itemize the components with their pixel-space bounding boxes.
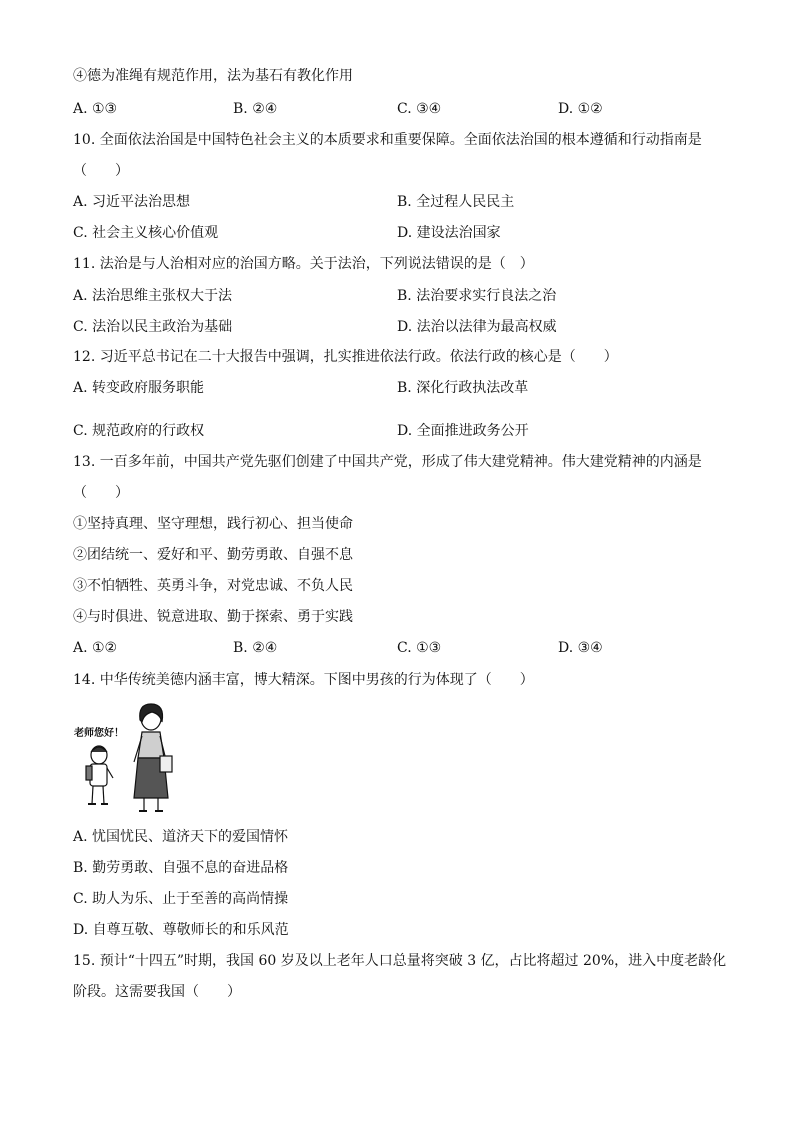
q9-option-d: D. ①② [558,101,603,117]
q9-item-4: ④德为准绳有规范作用，法为基石有教化作用 [73,68,353,84]
q14-figure-caption: 老师您好！ [74,728,124,739]
q13-option-d: D. ③④ [558,640,603,656]
q15-stem-cont: 阶段。这需要我国（ ） [73,984,241,1000]
q12-option-b: B. 深化行政执法改革 [397,380,529,396]
q14-option-c: C. 助人为乐、止于至善的高尚情操 [73,891,289,907]
q9-option-b: B. ②④ [233,101,278,117]
q14-stem: 14. 中华传统美德内涵丰富，博大精深。下图中男孩的行为体现了（ ） [73,672,534,688]
q11-option-d: D. 法治以法律为最高权威 [397,319,557,335]
q13-item-2: ②团结统一、爱好和平、勤劳勇敢、自强不息 [73,547,353,563]
q13-option-a: A. ①② [73,640,118,656]
q14-illustration [72,700,182,815]
q13-option-b: B. ②④ [233,640,278,656]
q13-stem: 13. 一百多年前，中国共产党先驱们创建了中国共产党，形成了伟大建党精神。伟大建党精神的内涵是 [73,454,702,470]
q10-option-d: D. 建设法治国家 [397,225,501,241]
q12-stem: 12. 习近平总书记在二十大报告中强调，扎实推进依法行政。依法行政的核心是（ ） [73,349,618,365]
q13-item-1: ①坚持真理、坚守理想，践行初心、担当使命 [73,516,353,532]
q10-option-a: A. 习近平法治思想 [73,194,191,210]
q14-option-b: B. 勤劳勇敢、自强不息的奋进品格 [73,860,289,876]
q11-option-a: A. 法治思维主张权大于法 [73,288,233,304]
q13-option-c: C. ①③ [397,640,442,656]
q13-item-3: ③不怕牺牲、英勇斗争，对党忠诚、不负人民 [73,578,353,594]
q13-item-4: ④与时俱进、锐意进取、勤于探索、勇于实践 [73,609,353,625]
q13-blank: （ ） [73,485,129,501]
q11-option-c: C. 法治以民主政治为基础 [73,319,233,335]
teacher-figure [134,704,172,811]
q14-option-a: A. 忧国忧民、道济天下的爱国情怀 [73,829,289,845]
q14-option-d: D. 自尊互敬、尊敬师长的和乐风范 [73,922,289,938]
q12-option-a: A. 转变政府服务职能 [73,380,205,396]
q12-option-c: C. 规范政府的行政权 [73,423,205,439]
q10-option-b: B. 全过程人民民主 [397,194,515,210]
q10-option-c: C. 社会主义核心价值观 [73,225,219,241]
q12-option-d: D. 全面推进政务公开 [397,423,529,439]
q9-option-c: C. ③④ [397,101,442,117]
boy-figure [86,746,113,804]
q10-stem: 10. 全面依法治国是中国特色社会主义的本质要求和重要保障。全面依法治国的根本遵循和行动指南是 [73,132,702,148]
q15-stem: 15. 预计“十四五”时期，我国 60 岁及以上老年人口总量将突破 3 亿，占比将超过 20%，进入中度老龄化 [73,953,727,969]
q11-option-b: B. 法治要求实行良法之治 [397,288,557,304]
q10-blank: （ ） [73,163,129,179]
q11-stem: 11. 法治是与人治相对应的治国方略。关于法治，下列说法错误的是（ ） [73,256,534,272]
q9-option-a: A. ①③ [73,101,118,117]
